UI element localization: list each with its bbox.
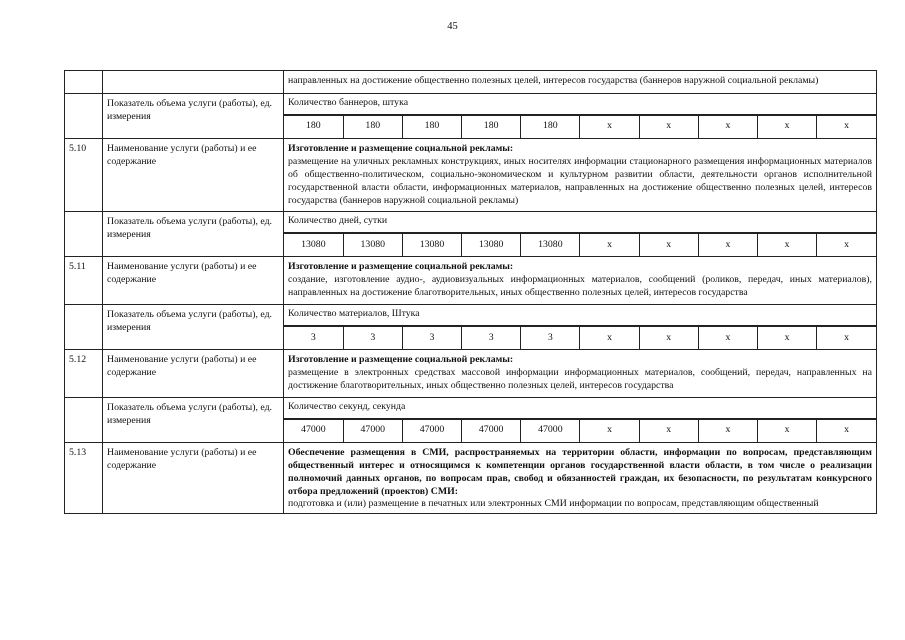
name-label: Наименование услуги (работы) и ее содержание xyxy=(103,350,284,398)
value-cell: 47000 xyxy=(462,419,521,442)
row-number: 5.12 xyxy=(65,350,103,398)
row-number-cell xyxy=(65,93,103,138)
name-label: Наименование услуги (работы) и ее содержание xyxy=(103,442,284,514)
value-cell: x xyxy=(758,419,817,442)
volume-label: Показатель объема услуги (работы), ед. измерения xyxy=(103,93,284,138)
value-cell: 47000 xyxy=(284,419,343,442)
value-cell: x xyxy=(817,234,876,257)
value-cell: x xyxy=(758,115,817,138)
value-cell: x xyxy=(698,327,757,350)
volume-cell xyxy=(284,397,877,442)
service-content xyxy=(284,138,877,212)
table-row xyxy=(65,397,877,442)
volume-unit: Количество материалов, Штука xyxy=(284,305,876,326)
value-cell: 180 xyxy=(521,115,580,138)
page-number: 45 xyxy=(447,21,458,32)
table-row xyxy=(65,138,877,212)
name-label: Наименование услуги (работы) и ее содержание xyxy=(103,257,284,305)
service-description: размещение в электронных средствах массовой информации информационных материалов, сообщений, передач, направленных на достижение благотворительных, иных общественно полезных целей, интересов государства xyxy=(288,366,872,391)
table-row xyxy=(65,442,877,514)
value-cell: 180 xyxy=(343,115,402,138)
values-grid xyxy=(284,326,876,349)
row-number-cell xyxy=(65,212,103,257)
volume-label: Показатель объема услуги (работы), ед. измерения xyxy=(103,212,284,257)
volume-cell xyxy=(284,305,877,350)
value-cell: 47000 xyxy=(521,419,580,442)
row-number-cell xyxy=(65,71,103,94)
value-cell: x xyxy=(698,419,757,442)
value-cell: 3 xyxy=(462,327,521,350)
row-number: 5.13 xyxy=(65,442,103,514)
service-description: размещение на уличных рекламных конструкциях, иных носителях информации стационарного размещения информационных материалов об общественно-политическом, социально-экономическом и культурном развитии области, деятельности органов исполнительной государственной власти области, информационных материалов, направленных на достижение общественно полезных целей, интересов государства (баннеров наружной социальной рекламы) xyxy=(288,155,872,206)
row-number-cell xyxy=(65,305,103,350)
row-number: 5.11 xyxy=(65,257,103,305)
service-content xyxy=(284,350,877,398)
value-cell: x xyxy=(580,419,639,442)
value-cell: x xyxy=(580,234,639,257)
service-title: Изготовление и размещение социальной рекламы: xyxy=(288,354,514,366)
table-row xyxy=(65,212,877,257)
row-number-cell xyxy=(65,397,103,442)
value-cell: 3 xyxy=(284,327,343,350)
table-row xyxy=(65,350,877,398)
value-cell: x xyxy=(817,419,876,442)
value-cell: 180 xyxy=(284,115,343,138)
value-cell: 13080 xyxy=(462,234,521,257)
service-description-continued: направленных на достижение общественно полезных целей, интересов государства (баннеров наружной социальной рекламы) xyxy=(288,75,819,86)
services-table xyxy=(64,70,877,514)
value-cell: 180 xyxy=(402,115,461,138)
service-description: подготовка и (или) размещение в печатных или электронных СМИ информации по вопросам, представляющим общественный xyxy=(288,498,819,510)
value-cell: 47000 xyxy=(402,419,461,442)
service-content xyxy=(284,442,877,514)
value-cell: 180 xyxy=(462,115,521,138)
value-cell: 13080 xyxy=(402,234,461,257)
volume-unit: Количество дней, сутки xyxy=(284,212,876,233)
service-title: Изготовление и размещение социальной рекламы: xyxy=(288,261,514,273)
value-cell: x xyxy=(639,419,698,442)
value-cell: x xyxy=(758,327,817,350)
table-row xyxy=(65,257,877,305)
row-label-cell xyxy=(103,71,284,94)
volume-cell xyxy=(284,212,877,257)
values-grid xyxy=(284,115,876,138)
service-title: Обеспечение размещения в СМИ, распространяемых на территории области, информации по вопросам, представляющим общественный интерес и относящимся к компетенции органов государственной власти области, в том числе о реализации полномочий данных органов, по вопросам прав, свобод и обязанностей граждан, их безопасности, по результатам конкурсного отбора предложений (проектов) СМИ: xyxy=(288,446,872,497)
volume-unit: Количество баннеров, штука xyxy=(284,94,876,115)
value-cell: 13080 xyxy=(521,234,580,257)
value-cell: 47000 xyxy=(343,419,402,442)
value-cell: x xyxy=(758,234,817,257)
table-row xyxy=(65,93,877,138)
value-cell: x xyxy=(639,234,698,257)
value-cell: 3 xyxy=(521,327,580,350)
value-cell: x xyxy=(817,115,876,138)
service-content xyxy=(284,257,877,305)
table-row xyxy=(65,305,877,350)
value-cell: x xyxy=(817,327,876,350)
value-cell: 13080 xyxy=(343,234,402,257)
value-cell: x xyxy=(698,115,757,138)
value-cell: 13080 xyxy=(284,234,343,257)
name-label: Наименование услуги (работы) и ее содержание xyxy=(103,138,284,212)
value-cell: x xyxy=(580,327,639,350)
volume-cell xyxy=(284,93,877,138)
values-grid xyxy=(284,419,876,442)
value-cell: x xyxy=(698,234,757,257)
table-row xyxy=(65,71,877,94)
row-content-cell xyxy=(284,71,877,94)
service-description: создание, изготовление аудио-, аудиовизуальных информационных материалов, сообщений (роликов, передач, иных материалов), направленных на достижение благотворительных, иных общественно полезных целей, интересов государства xyxy=(288,274,872,299)
service-title: Изготовление и размещение социальной рекламы: xyxy=(288,142,514,154)
value-cell: x xyxy=(639,327,698,350)
value-cell: x xyxy=(639,115,698,138)
value-cell: 3 xyxy=(343,327,402,350)
row-number: 5.10 xyxy=(65,138,103,212)
value-cell: 3 xyxy=(402,327,461,350)
values-grid xyxy=(284,233,876,256)
volume-label: Показатель объема услуги (работы), ед. измерения xyxy=(103,397,284,442)
value-cell: x xyxy=(580,115,639,138)
volume-label: Показатель объема услуги (работы), ед. измерения xyxy=(103,305,284,350)
volume-unit: Количество секунд, секунда xyxy=(284,398,876,419)
